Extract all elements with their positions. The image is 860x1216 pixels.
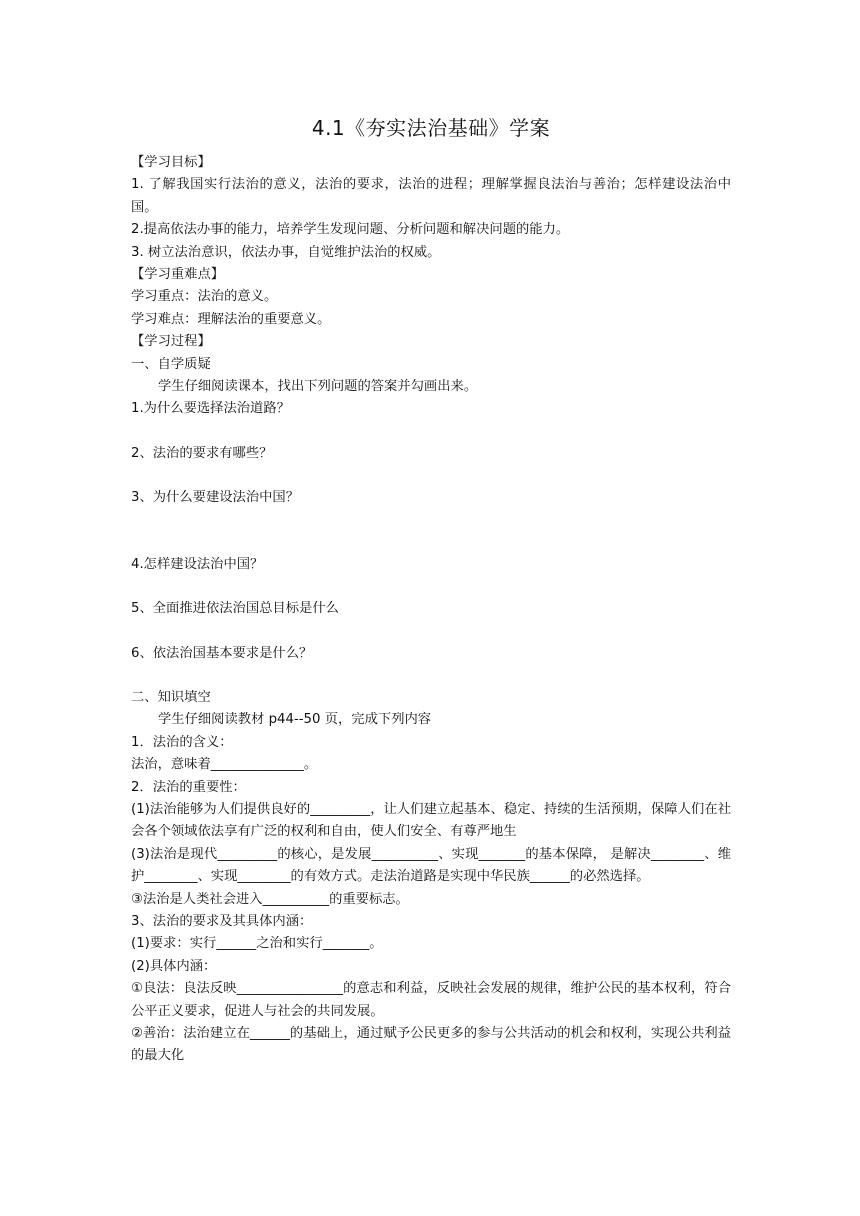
fill-in-line: 3、法治的要求及其具体内涵： bbox=[131, 913, 313, 929]
objectives-heading: 【学习目标】 bbox=[131, 155, 211, 170]
document-page bbox=[131, 110, 731, 1068]
fill-in-line: 1．法治的含义： bbox=[131, 734, 233, 750]
key-focus: 学习重点：法治的意义。 bbox=[131, 289, 278, 305]
question: 1.为什么要选择法治道路？ bbox=[131, 401, 290, 417]
fill-in-line: (3)法治是现代_________的核心，是发展__________、实现_______的基本保障， 是解决________、维护________、实现________的有效方式。走法治道路是实现中华民族______的必然选择。 bbox=[131, 846, 731, 885]
fill-in-line: ③法治是人类社会进入__________的重要标志。 bbox=[131, 891, 409, 907]
question: 2、法治的要求有哪些？ bbox=[131, 445, 273, 461]
fill-in-heading: 二、知识填空 bbox=[131, 689, 211, 705]
question: 3、为什么要建设法治中国？ bbox=[131, 490, 300, 506]
self-study-heading: 一、自学质疑 bbox=[131, 356, 211, 372]
fill-in-line: 2．法治的重要性： bbox=[131, 779, 246, 795]
fill-in-line: 法治，意味着______________。 bbox=[131, 757, 318, 773]
process-heading: 【学习过程】 bbox=[131, 334, 211, 350]
self-study-intro: 学生仔细阅读课本，找出下列问题的答案并勾画出来。 bbox=[158, 379, 478, 395]
question: 4.怎样建设法治中国？ bbox=[131, 556, 264, 572]
question: 5、全面推进依法治国总目标是什么 bbox=[131, 601, 339, 617]
fill-in-line: (1)要求：实行______之治和实行_______。 bbox=[131, 936, 383, 952]
fill-in-line: ①良法：良法反映________________的意志和利益，反映社会发展的规律，维护公民的基本权利，符合公平正义要求，促进人与社会的共同发展。 bbox=[131, 981, 731, 1019]
key-difficulty: 学习难点：理解法治的重要意义。 bbox=[131, 311, 331, 327]
key-points-heading: 【学习重难点】 bbox=[131, 267, 225, 283]
objective-item: 3. 树立法治意识，依法办事，自觉维护法治的权威。 bbox=[131, 244, 441, 260]
fill-in-intro: 学生仔细阅读教材 p44--50 页，完成下列内容 bbox=[158, 712, 432, 728]
objective-item: 2.提高依法办事的能力，培养学生发现问题、分析问题和解决问题的能力。 bbox=[131, 222, 570, 238]
fill-in-line: ②善治：法治建立在______的基础上，通过赋予公民更多的参与公共活动的机会和权利，实现公共利益的最大化 bbox=[131, 1026, 731, 1064]
document-title: 4.1《夯实法治基础》学案 bbox=[311, 116, 551, 140]
objective-item: 1. 了解我国实行法治的意义，法治的要求，法治的进程；理解掌握良法治与善治；怎样建设法治中国。 bbox=[131, 177, 731, 215]
fill-in-line: (2)具体内涵： bbox=[131, 958, 217, 974]
fill-in-line: (1)法治能够为人们提供良好的_________，让人们建立起基本、稳定、持续的生活预期，保障人们在社会各个领域依法享有广泛的权利和自由，使人们安全、有尊严地生 bbox=[131, 801, 731, 840]
question: 6、依法治国基本要求是什么？ bbox=[131, 645, 313, 661]
